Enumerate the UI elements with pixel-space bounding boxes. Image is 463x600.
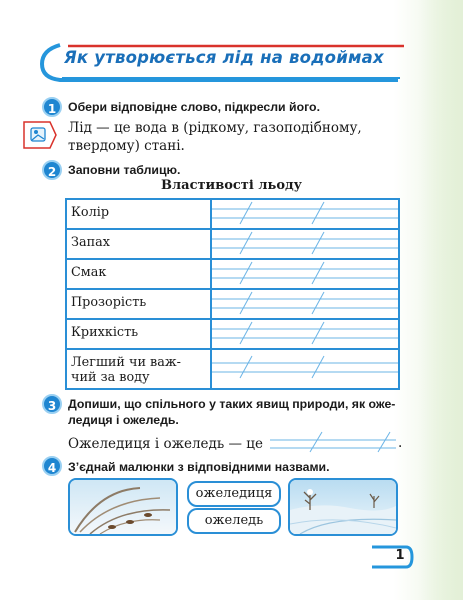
writing-lines <box>212 290 398 316</box>
answer-cell[interactable] <box>212 200 398 228</box>
answer-cell[interactable] <box>212 350 398 388</box>
frosted-branches-picture[interactable] <box>68 478 178 536</box>
properties-table <box>65 198 400 390</box>
row-label-brittleness: Крихкість <box>67 320 212 348</box>
page-edge-tint <box>419 0 463 600</box>
task-3-badge: 3 <box>42 394 62 414</box>
task-4-badge: 4 <box>42 456 62 476</box>
table-row <box>67 230 398 260</box>
row-label-taste: Смак <box>67 260 212 288</box>
row-label-density-line-1: Легший чи важ- <box>71 355 181 370</box>
page-number-badge <box>370 543 414 571</box>
row-label-density-line-2: чий за воду <box>71 370 150 385</box>
writing-lines <box>212 230 398 256</box>
task-2-badge: 2 <box>42 160 62 180</box>
table-title: Властивості льоду <box>161 178 302 193</box>
task-1-badge: 1 <box>42 97 62 117</box>
answer-cell[interactable] <box>212 230 398 258</box>
label-black-ice[interactable]: ожеледь <box>187 508 281 534</box>
row-label-transparency: Прозорість <box>67 290 212 318</box>
task-1-line-1: Лід — це вода в (рідкому, газоподібному, <box>68 120 362 136</box>
table-row <box>67 260 398 290</box>
row-label-density <box>67 350 212 388</box>
writing-lines <box>212 350 398 384</box>
table-row <box>67 200 398 230</box>
task-3-instruction-line-1: Допиши, що спільного у таких явищ природи, як оже- <box>68 397 396 411</box>
row-label-smell: Запах <box>67 230 212 258</box>
writing-lines <box>212 200 398 226</box>
task-3-period: . <box>398 435 403 451</box>
page-number: 1 <box>395 548 405 563</box>
frost-picture-illustration <box>70 480 176 534</box>
task-2-instruction: Заповни таблицю. <box>68 163 181 177</box>
icy-landscape-picture[interactable] <box>288 478 398 536</box>
task-3-instruction-line-2: ледиця і ожеледь. <box>68 413 179 427</box>
writing-lines <box>212 260 398 286</box>
ice-landscape-illustration <box>290 480 396 534</box>
task-3-answer-lines[interactable] <box>270 431 403 453</box>
answer-cell[interactable] <box>212 320 398 348</box>
answer-cell[interactable] <box>212 260 398 288</box>
table-row <box>67 290 398 320</box>
label-glaze-ice[interactable]: ожеледиця <box>187 481 281 507</box>
table-row <box>67 350 398 388</box>
task-1-line-2: твердому) стані. <box>68 138 185 154</box>
task-4-instruction: З’єднай малюнки з відповідними назвами. <box>68 460 330 474</box>
writing-lines <box>212 320 398 346</box>
page-title: Як утворюється лід на водоймах <box>64 48 384 67</box>
title-banner <box>38 42 410 82</box>
answer-cell[interactable] <box>212 290 398 318</box>
table-row <box>67 320 398 350</box>
task-3-answer-prefix: Ожеледиця і ожеледь — це <box>68 436 263 452</box>
task-1-instruction: Обери відповідне слово, підкресли його. <box>68 100 320 114</box>
notebook-pencil-icon <box>22 118 58 152</box>
row-label-color: Колір <box>67 200 212 228</box>
